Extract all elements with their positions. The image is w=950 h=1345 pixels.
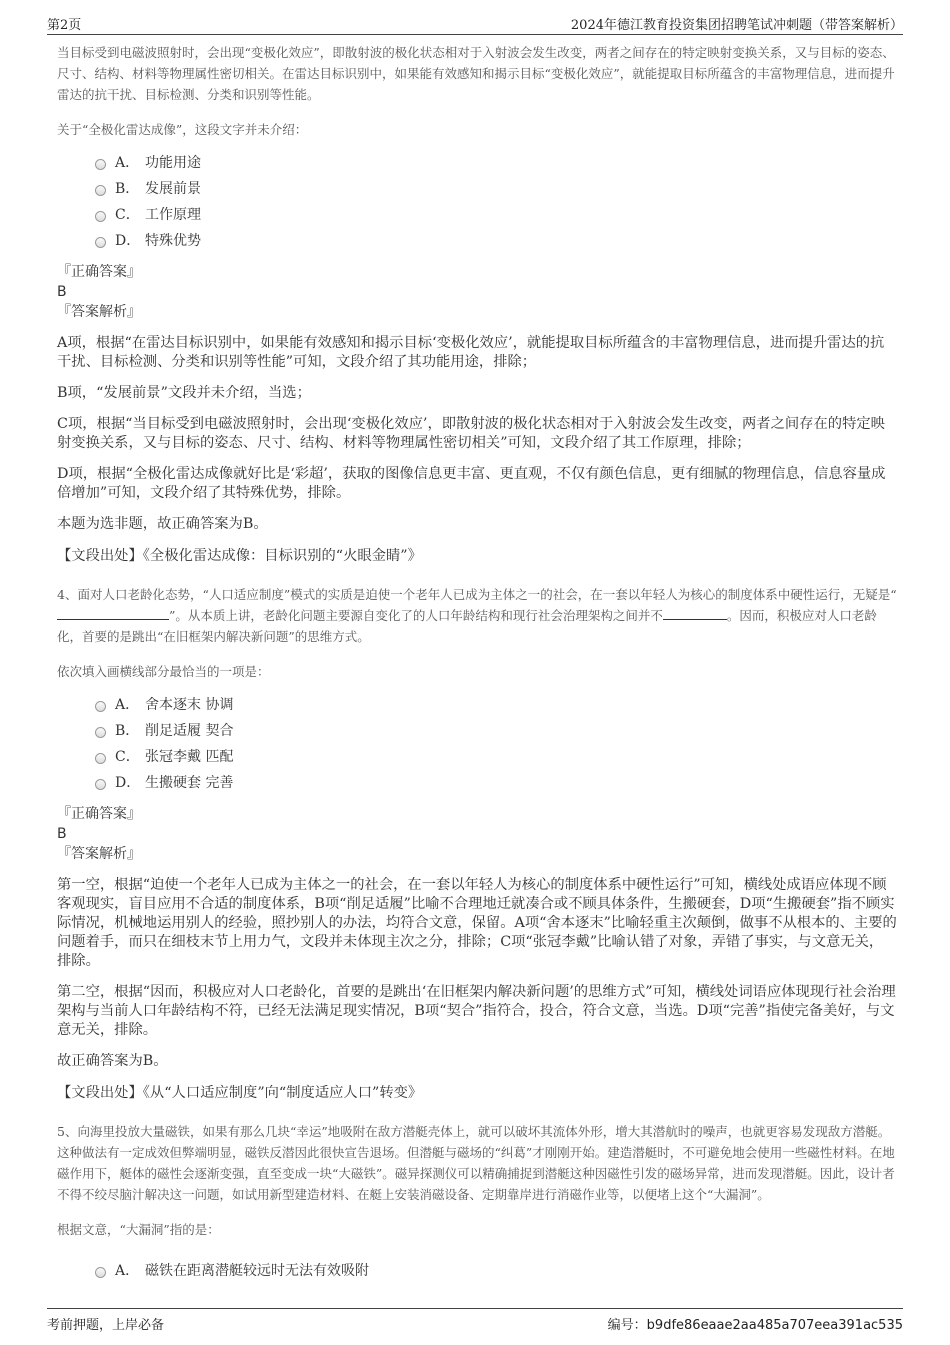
radio-button[interactable] [95,779,106,790]
document-code: 编号：b9dfe86eaae2aa485a707eea391ac535 [607,1318,903,1333]
q4-analysis-first-blank: 第一空，根据“迫使一个老年人已成为主体之一的社会，在一套以年轻人为核心的制度体系中硬性运行”可知，横线处成语应体现不顾客观现实，盲目应用不合适的制度体系，B项“削足适履”比喻不合理地迁就凑合或不顾具体条件，生搬硬套，D项“生搬硬套”指不顾实际情况，机械地运用别人的经验，照抄别人的办法，均符合文意，保留。A项“舍本逐末”比喻轻重主次颠倒，做事不从根本的、主要的问题着手，而只在细枝末节上用力气，文段并未体现主次之分，排除；C项“张冠李戴”比喻认错了对象，弄错了事实，与文意无关，排除。 [57,877,897,969]
document-title: 2024年德江教育投资集团招聘笔试冲刺题（带答案解析） [570,18,903,33]
q3-option-b[interactable]: B． 发展前景 [95,176,897,202]
q3-passage: 当目标受到电磁波照射时，会出现“变极化效应”，即散射波的极化状态相对于入射波会发生改变，两者之间存在的特定映射变换关系，又与目标的姿态、尺寸、结构、材料等物理属性密切相关。在雷达目标识别中，如果能有效感知和揭示目标“变极化效应”，就能提取目标所蕴含的丰富物理信息，进而提升雷达的抗干扰、目标检测、分类和识别等性能。 [57,45,895,102]
q4-options [95,692,897,796]
q4-option-d[interactable]: D． 生搬硬套 完善 [95,770,897,796]
q4-question: 依次填入画横线部分最恰当的一项是： [57,664,270,679]
radio-button[interactable] [95,185,106,196]
radio-button[interactable] [95,1267,106,1278]
radio-button[interactable] [95,753,106,764]
page-header [47,8,903,35]
q3-analysis-b: B项，“发展前景”文段并未介绍，当选； [57,385,311,401]
q3-option-a[interactable]: A． 功能用途 [95,150,897,176]
page-number: 第2页 [47,18,82,33]
fill-blank-2 [663,607,727,620]
q3-source: 【文段出处】《全极化雷达成像：目标识别的“火眼金睛”》 [57,548,422,564]
radio-button[interactable] [95,211,106,222]
fill-blank-1 [57,607,169,620]
q3-analysis-label: 『答案解析』 [57,304,141,320]
q4-source: 【文段出处】《从“人口适应制度”向“制度适应人口”转变》 [57,1085,423,1101]
document-body [57,42,897,1284]
q3-answer-label: 『正确答案』 [57,264,141,280]
q4-stem: 4、面对人口老龄化态势，“人口适应制度”模式的实质是迫使一个老年人已成为主体之一的社会，在一套以年轻人为核心的制度体系中硬性运行，无疑是“”。从本质上讲，老龄化问题主要源自变化了的人口年龄结构和现行社会治理架构之间并不 。因而，积极应对人口老龄化，首要的是跳出“在旧框架内解决新问题”的思维方式。 [57,587,897,644]
q3-conclusion: 本题为选非题，故正确答案为B。 [57,516,268,532]
q5-question: 根据文意，“大漏洞”指的是： [57,1222,220,1237]
q4-answer-label: 『正确答案』 [57,806,141,822]
q4-answer: B [57,826,67,842]
q4-analysis-second-blank: 第二空，根据“因而，积极应对人口老龄化，首要的是跳出‘在旧框架内解决新问题’的思维方式”可知，横线处词语应体现现行社会治理架构与当前人口年龄结构不符，已经无法满足现实情况，B项“契合”指符合，投合，符合文意，当选。D项“完善”指使完备美好，与文意无关，排除。 [57,984,896,1038]
q5-block [57,1121,897,1205]
footer-slogan: 考前押题，上岸必备 [47,1318,165,1333]
q3-analysis-d: D项，根据“全极化雷达成像就好比是‘彩超’，获取的图像信息更丰富、更直观，不仅有颜色信息，更有细腻的物理信息，信息容量成倍增加”可知，文段介绍了其特殊优势，排除。 [57,466,886,501]
q3-options [95,150,897,254]
q4-option-a[interactable]: A． 舍本逐末 协调 [95,692,897,718]
page-footer [47,1308,903,1333]
q3-option-c[interactable]: C． 工作原理 [95,202,897,228]
q3-analysis-a: A项，根据“在雷达目标识别中，如果能有效感知和揭示目标‘变极化效应’，就能提取目标所蕴含的丰富物理信息，进而提升雷达的抗干扰、目标检测、分类和识别等性能”可知，文段介绍了其功能用途，排除； [57,335,885,370]
q3-analysis-c: C项，根据“当目标受到电磁波照射时，会出现‘变极化效应’，即散射波的极化状态相对于入射波会发生改变，两者之间存在的特定映射变换关系，又与目标的姿态、尺寸、结构、材料等物理属性密切相关”可知，文段介绍了其工作原理，排除； [57,416,885,451]
q4-analysis-label: 『答案解析』 [57,846,141,862]
q3-question: 关于“全极化雷达成像”，这段文字并未介绍： [57,122,308,137]
radio-button[interactable] [95,159,106,170]
q3-answer: B [57,284,67,300]
radio-button[interactable] [95,701,106,712]
q3-option-d[interactable]: D． 特殊优势 [95,228,897,254]
q5-options [95,1258,897,1284]
q4-option-b[interactable]: B． 削足适履 契合 [95,718,897,744]
q5-option-a[interactable]: A． 磁铁在距离潜艇较远时无法有效吸附 [95,1258,897,1284]
radio-button[interactable] [95,727,106,738]
q4-conclusion: 故正确答案为B。 [57,1053,168,1069]
q4-option-c[interactable]: C． 张冠李戴 匹配 [95,744,897,770]
radio-button[interactable] [95,237,106,248]
q5-stem: 5、向海里投放大量磁铁，如果有那么几块“幸运”地吸附在敌方潜艇壳体上，就可以破坏其流体外形，增大其潜航时的噪声，也就更容易发现敌方潜艇。这种做法有一定成效但弊端明显，磁铁反潜因此很快宣告退场。但潜艇与磁场的“纠葛”才刚刚开始。建造潜艇时，不可避免地会使用一些磁性材料。在地磁作用下，艇体的磁性会逐渐变强，直至变成一块“大磁铁”。磁异探测仪可以精确捕捉到潜艇这种因磁性引发的磁场异常，进而发现潜艇。因此，设计者不得不绞尽脑汁解决这一问题，如试用新型建造材料、在艇上安装消磁设备、定期靠岸进行消磁作业等，以便堵上这个“大漏洞”。 [57,1124,895,1202]
